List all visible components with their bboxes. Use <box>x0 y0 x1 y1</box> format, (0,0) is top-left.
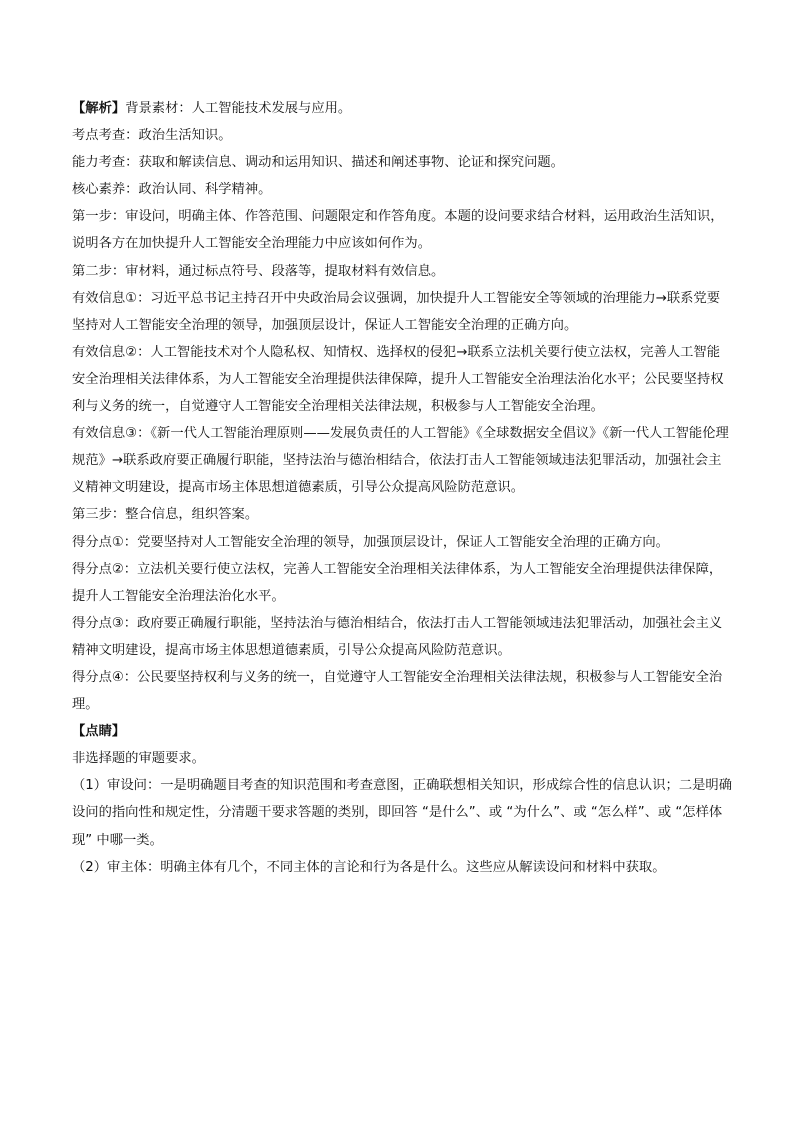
literacy-line: 核心素养：政治认同、科学精神。 <box>72 182 272 198</box>
step3-line: 第三步：整合信息，组织答案。 <box>72 507 259 523</box>
analysis-background-line <box>72 95 732 122</box>
ability-line: 能力考查：获取和解读信息、调动和运用知识、描述和阐述事物、论证和探究问题。 <box>72 155 564 171</box>
analysis-background: 背景素材：人工智能技术发展与应用。 <box>125 101 352 116</box>
document-body <box>72 95 732 881</box>
score-point-4: 得分点④：公民要坚持权利与义务的统一，自觉遵守人工智能安全治理相关法律法规，积极参与人工智能安全治理。 <box>72 669 723 713</box>
score-point-3: 得分点③：政府要正确履行职能，坚持法治与德治相结合，依法打击人工智能领域违法犯罪活动，加强社会主义精神文明建设，提高市场主体思想道德素质，引导公众提高风险防范意识。 <box>72 615 723 658</box>
tips-item-1: （1）审设问：一是明确题目考查的知识范围和考查意图，正确联想相关知识，形成综合性的信息认识；二是明确设问的指向性和规定性，分清题干要求答题的类别，即回答 “是什么”、或 “为什么”、或 “怎么样”、或 “怎样体现” 中哪一类。 <box>72 778 733 848</box>
tips-item-2: （2）审主体：明确主体有几个，不同主体的言论和行为各是什么。这些应从解读设问和材料中获取。 <box>72 859 666 875</box>
valid-info-2: 有效信息②：人工智能技术对个人隐私权、知情权、选择权的侵犯→联系立法机关要行使立法权，完善人工智能安全治理相关法律体系，为人工智能安全治理提供法律保障，提升人工智能安全治理法治化水平；公民要坚持权利与义务的统一，自觉遵守人工智能安全治理相关法律法规，积极参与人工智能安全治理。 <box>72 344 724 415</box>
valid-info-3: 有效信息③：《新一代人工智能治理原则——发展负责任的人工智能》《全球数据安全倡议》《新一代人工智能伦理规范》→联系政府要正确履行职能，坚持法治与德治相结合，依法打击人工智能领域违法犯罪活动，加强社会主义精神文明建设，提高市场主体思想道德素质，引导公众提高风险防范意识。 <box>72 426 729 496</box>
valid-info-1: 有效信息①：习近平总书记主持召开中央政治局会议强调，加快提升人工智能安全等领域的治理能力→联系党要坚持对人工智能安全治理的领导，加强顶层设计，保证人工智能安全治理的正确方向。 <box>72 290 721 333</box>
tips-intro: 非选择题的审题要求。 <box>72 751 205 767</box>
step1-paragraph: 第一步：审设问，明确主体、作答范围、问题限定和作答角度。本题的设问要求结合材料，运用政治生活知识，说明各方在加快提升人工智能安全治理能力中应该如何作为。 <box>72 209 724 252</box>
step2-line: 第二步：审材料，通过标点符号、段落等，提取材料有效信息。 <box>72 263 445 279</box>
knowledge-line: 考点考查：政治生活知识。 <box>72 128 232 144</box>
tips-heading: 【点睛】 <box>72 724 126 740</box>
score-point-1: 得分点①：党要坚持对人工智能安全治理的领导，加强顶层设计，保证人工智能安全治理的正确方向。 <box>72 534 669 550</box>
score-point-2: 得分点②：立法机关要行使立法权，完善人工智能安全治理相关法律体系，为人工智能安全治理提供法律保障，提升人工智能安全治理法治化水平。 <box>72 561 723 604</box>
analysis-heading: 【解析】 <box>72 101 126 116</box>
